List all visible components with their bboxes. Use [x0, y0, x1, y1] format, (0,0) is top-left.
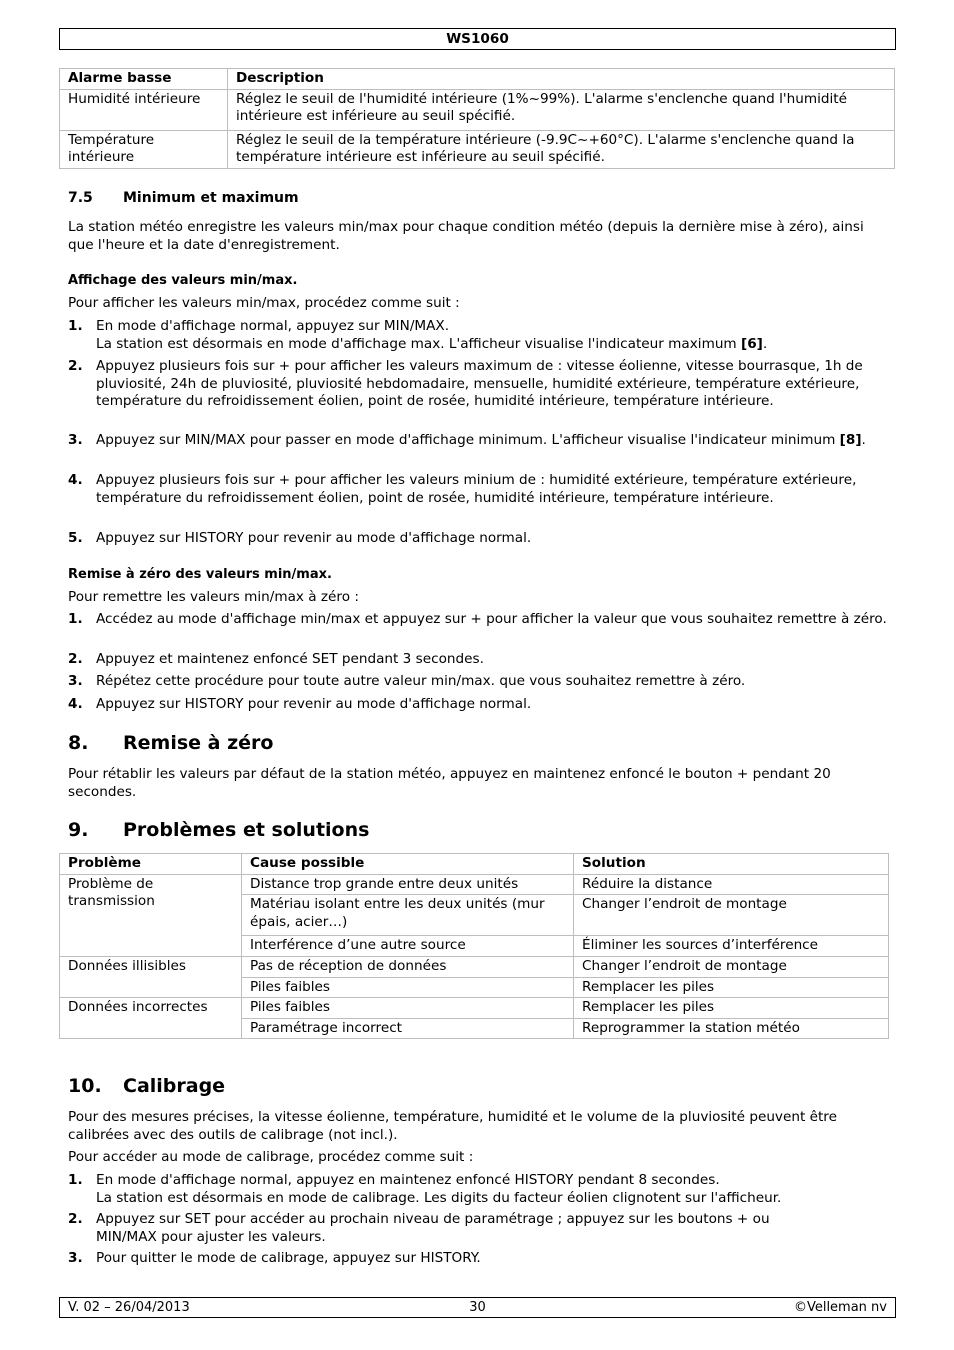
section-heading-9: [68, 819, 370, 841]
section-intro-2: Pour accéder au mode de calibrage, procédez comme suit :: [68, 1149, 474, 1165]
solution-cell: Remplacer les piles: [574, 977, 889, 998]
troubleshooting-table: [59, 853, 889, 1039]
page-header: [59, 28, 896, 50]
step-number: 3.: [68, 432, 83, 448]
step-text: En mode d'affichage normal, appuyez sur MIN/MAX.: [96, 318, 450, 334]
step-number: 3.: [68, 673, 83, 689]
step-number: 4.: [68, 696, 83, 712]
table-cell: Température intérieure: [60, 130, 228, 168]
version-label: V. 02 – 26/04/2013: [68, 1300, 190, 1315]
step-number: 2.: [68, 358, 83, 374]
display-intro: Pour afficher les valeurs min/max, procédez comme suit :: [68, 295, 460, 311]
list-item: [68, 318, 890, 353]
step-text: Accédez au mode d'affichage min/max et appuyez sur + pour afficher la valeur que vous souhaitez remettre à zéro.: [96, 611, 887, 627]
table-cell: Réglez le seuil de l'humidité intérieure (1%~99%). L'alarme s'enclenche quand l'humidité intérieure est inférieure au seuil spécifié.: [228, 89, 895, 130]
solution-cell: Changer l’endroit de montage: [574, 956, 889, 977]
list-item: [68, 432, 890, 450]
step-text: Appuyez plusieurs fois sur + pour afficher les valeurs minium de : humidité extérieure, température extérieure, température du refroidissement éolien, point de rosée, humidité intérieure, température intérieure.: [96, 472, 857, 506]
alarm-table: [59, 68, 895, 169]
page-number: 30: [469, 1300, 486, 1315]
step-text: Répétez cette procédure pour toute autre valeur min/max. que vous souhaitez remettre à zéro.: [96, 673, 746, 689]
table-cell: Humidité intérieure: [60, 89, 228, 130]
step-number: 1.: [68, 611, 83, 627]
section-number: 10.: [68, 1075, 102, 1097]
subheading-reset: Remise à zéro des valeurs min/max.: [68, 567, 332, 582]
section-title: Calibrage: [123, 1075, 226, 1097]
list-item: [68, 673, 890, 691]
section-number: 9.: [68, 819, 89, 841]
table-row: [60, 130, 895, 168]
problem-cell: Données incorrectes: [60, 998, 242, 1039]
punctuation: .: [861, 432, 866, 448]
list-item: [68, 358, 890, 411]
cause-cell: Interférence d’une autre source: [242, 936, 574, 957]
step-text: Pour quitter le mode de calibrage, appuyez sur HISTORY.: [96, 1250, 481, 1266]
step-text: Appuyez sur SET pour accéder au prochain niveau de paramétrage ; appuyez sur les boutons + ou MIN/MAX pour ajuster les valeurs.: [96, 1211, 770, 1245]
table-row: [60, 89, 895, 130]
step-text: Appuyez plusieurs fois sur + pour afficher les valeurs maximum de : vitesse éolienne, vitesse bourrasque, 1h de pluviosité, 24h de pluviosité, pluviosité hebdomadaire, mensuelle, humidité extérieure, température extérieure, température du refroidissement éolien, point de rosée, humidité intérieure, température intérieure.: [96, 358, 863, 410]
solution-cell: Remplacer les piles: [574, 998, 889, 1019]
step-number: 3.: [68, 1250, 83, 1266]
step-number: 2.: [68, 651, 83, 667]
step-number: 1.: [68, 318, 83, 334]
step-number: 2.: [68, 1211, 83, 1227]
cause-cell: Distance trop grande entre deux unités: [242, 874, 574, 895]
cause-cell: Paramétrage incorrect: [242, 1018, 574, 1039]
table-header-row: [60, 69, 895, 90]
section-title: Minimum et maximum: [123, 190, 299, 206]
section-text: Pour rétablir les valeurs par défaut de la station météo, appuyez en maintenez enfoncé le bouton + pendant 20 secondes.: [68, 766, 831, 800]
step-text: Appuyez et maintenez enfoncé SET pendant 3 secondes.: [96, 651, 484, 667]
cause-cell: Pas de réception de données: [242, 956, 574, 977]
column-header: Cause possible: [242, 854, 574, 875]
section-number: 7.5: [68, 190, 93, 206]
cause-cell: Piles faibles: [242, 998, 574, 1019]
solution-cell: Réduire la distance: [574, 874, 889, 895]
section-title: Problèmes et solutions: [123, 819, 370, 841]
list-item: [68, 1250, 890, 1268]
cause-cell: Matériau isolant entre les deux unités (mur épais, acier…): [242, 895, 574, 936]
column-header: Alarme basse: [60, 69, 228, 90]
section-number: 8.: [68, 732, 89, 754]
cause-cell: Piles faibles: [242, 977, 574, 998]
step-text: Appuyez sur MIN/MAX pour passer en mode d'affichage minimum. L'afficheur visualise l'indicateur minimum: [96, 432, 840, 448]
step-text: En mode d'affichage normal, appuyez en maintenez enfoncé HISTORY pendant 8 secondes.: [96, 1172, 720, 1188]
column-header: Description: [228, 69, 895, 90]
section-title: Remise à zéro: [123, 732, 274, 754]
step-text: Appuyez sur HISTORY pour revenir au mode d'affichage normal.: [96, 696, 532, 712]
column-header: Solution: [574, 854, 889, 875]
solution-cell: Reprogrammer la station météo: [574, 1018, 889, 1039]
section-intro: Pour des mesures précises, la vitesse éolienne, température, humidité et le volume de la pluviosité peuvent être calibrées avec des outils de calibrage (not incl.).: [68, 1109, 837, 1143]
page-footer: [59, 1297, 896, 1318]
section-intro: La station météo enregistre les valeurs min/max pour chaque condition météo (depuis la dernière mise à zéro), ainsi que l'heure et la date d'enregistrement.: [68, 219, 864, 253]
punctuation: .: [762, 335, 768, 352]
list-item: [68, 611, 890, 629]
column-header: Problème: [60, 854, 242, 875]
step-number: 1.: [68, 1172, 83, 1188]
table-row: [60, 874, 889, 895]
step-text-2: La station est désormais en mode d'affichage max. L'afficheur visualise l'indicateur maximum: [96, 335, 741, 352]
figure-reference: [6]: [741, 335, 763, 352]
section-heading-10: [68, 1075, 226, 1097]
problem-cell: Données illisibles: [60, 956, 242, 997]
solution-cell: Changer l’endroit de montage: [574, 895, 889, 936]
figure-reference: [8]: [839, 432, 862, 448]
table-row: [60, 998, 889, 1019]
copyright-label: ©Velleman nv: [793, 1300, 887, 1315]
list-item: [68, 530, 890, 548]
list-item: [68, 1211, 828, 1246]
step-number: 4.: [68, 472, 83, 488]
table-row: [60, 956, 889, 977]
solution-cell: Éliminer les sources d’interférence: [574, 936, 889, 957]
table-header-row: [60, 854, 889, 875]
document-title: WS1060: [446, 31, 509, 47]
section-heading-7-5: [68, 190, 299, 206]
problem-cell: Problème de transmission: [60, 874, 242, 956]
section-heading-8: [68, 732, 274, 754]
reset-intro: Pour remettre les valeurs min/max à zéro :: [68, 589, 359, 605]
table-cell: Réglez le seuil de la température intérieure (-9.9C~+60°C). L'alarme s'enclenche quand la température intérieure est inférieure au seuil spécifié.: [228, 130, 895, 168]
list-item: [68, 651, 890, 669]
list-item: [68, 472, 890, 507]
list-item: [68, 1172, 890, 1207]
subheading-display: Affichage des valeurs min/max.: [68, 273, 298, 288]
list-item: [68, 696, 890, 714]
step-text-2: La station est désormais en mode de calibrage. Les digits du facteur éolien clignotent sur l'afficheur.: [96, 1189, 782, 1206]
step-text: Appuyez sur HISTORY pour revenir au mode d'affichage normal.: [96, 530, 532, 546]
step-number: 5.: [68, 530, 83, 546]
